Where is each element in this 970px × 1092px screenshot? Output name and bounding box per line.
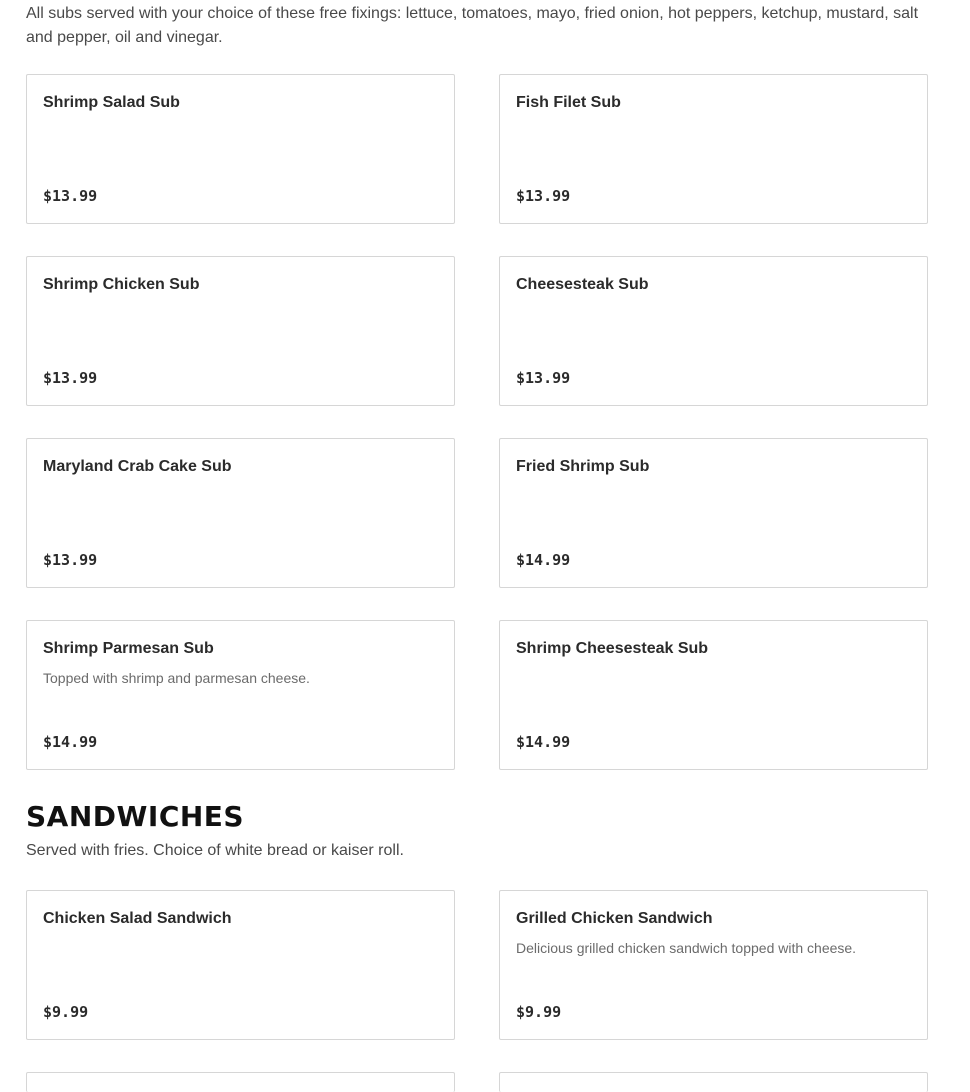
menu-item-card-partial[interactable] — [499, 1072, 928, 1092]
menu-item-name: Shrimp Chicken Sub — [43, 276, 200, 293]
section-title-sandwiches: SANDWICHES — [26, 800, 245, 833]
menu-item-card[interactable] — [26, 890, 455, 1040]
menu-item-name: Fried Shrimp Sub — [516, 458, 650, 475]
menu-item-price: $13.99 — [43, 187, 98, 205]
menu-item-name: Shrimp Cheesesteak Sub — [516, 640, 709, 657]
menu-item-card[interactable] — [26, 438, 455, 588]
menu-item-card[interactable] — [499, 74, 928, 224]
menu-item-price: $14.99 — [516, 551, 571, 569]
menu-item-card-partial[interactable] — [26, 1072, 455, 1092]
menu-item-name: Maryland Crab Cake Sub — [43, 458, 232, 475]
menu-item-price: $13.99 — [43, 551, 98, 569]
menu-item-card[interactable] — [499, 438, 928, 588]
menu-item-name: Chicken Salad Sandwich — [43, 910, 232, 927]
menu-item-price: $14.99 — [516, 733, 571, 751]
menu-item-card[interactable] — [499, 890, 928, 1040]
menu-item-name: Shrimp Parmesan Sub — [43, 640, 214, 657]
menu-item-description: Delicious grilled chicken sandwich topped with cheese. — [516, 940, 857, 956]
menu-item-name: Fish Filet Sub — [516, 94, 621, 111]
subs-menu-grid — [26, 74, 928, 770]
menu-item-description: Topped with shrimp and parmesan cheese. — [43, 670, 310, 686]
subs-intro-text: All subs served with your choice of these free fixings: lettuce, tomatoes, mayo, fried onion, hot peppers, ketchup, mustard, salt and pepper, oil and vinegar. — [26, 5, 919, 46]
menu-item-card[interactable] — [26, 620, 455, 770]
menu-item-name: Shrimp Salad Sub — [43, 94, 180, 111]
section-subtitle-sandwiches: Served with fries. Choice of white bread or kaiser roll. — [26, 842, 404, 859]
menu-item-card[interactable] — [26, 74, 455, 224]
menu-item-price: $13.99 — [43, 369, 98, 387]
menu-item-price: $14.99 — [43, 733, 98, 751]
menu-item-name: Cheesesteak Sub — [516, 276, 649, 293]
menu-item-price: $9.99 — [43, 1003, 89, 1021]
menu-item-price: $13.99 — [516, 187, 571, 205]
menu-item-card[interactable] — [499, 620, 928, 770]
menu-item-price: $13.99 — [516, 369, 571, 387]
menu-item-price: $9.99 — [516, 1003, 562, 1021]
sandwiches-menu-grid — [26, 890, 928, 1092]
menu-item-card[interactable] — [499, 256, 928, 406]
menu-item-name: Grilled Chicken Sandwich — [516, 910, 713, 927]
menu-item-card[interactable] — [26, 256, 455, 406]
